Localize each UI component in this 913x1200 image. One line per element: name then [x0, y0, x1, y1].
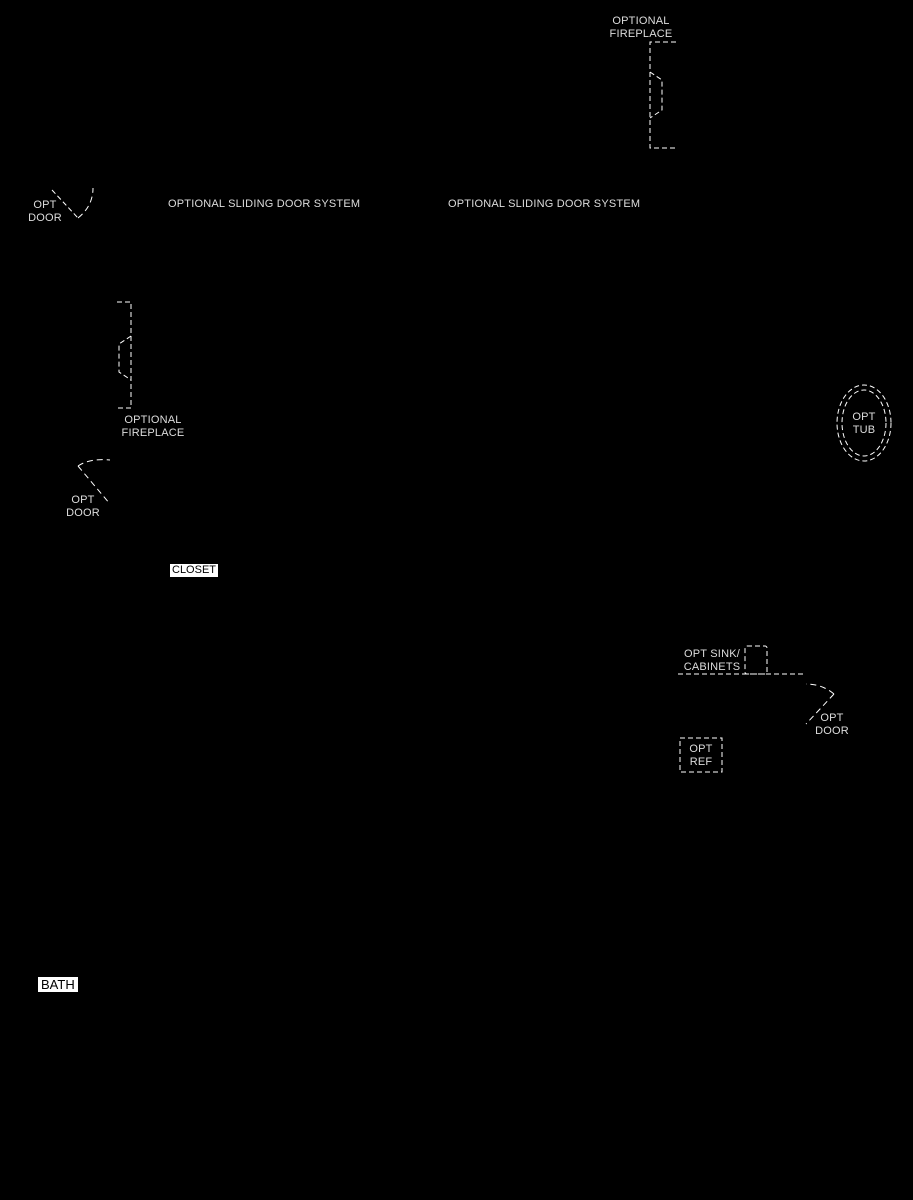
opt-door-label-1: OPT DOOR [28, 199, 62, 224]
ref-label: OPT REF [689, 743, 713, 768]
sliding-door-label-1: OPTIONAL SLIDING DOOR SYSTEM [168, 198, 361, 210]
sink-label: OPT SINK/ CABINETS [683, 648, 741, 673]
door-arc-2 [78, 460, 110, 466]
door-arc-3 [806, 684, 834, 694]
fireplace-outline-top [650, 42, 676, 148]
fireplace-firebox-top [650, 72, 662, 118]
room-label-bath: BATH [38, 977, 78, 992]
sink-basin [745, 646, 767, 674]
sliding-door-label-2: OPTIONAL SLIDING DOOR SYSTEM [448, 198, 641, 210]
fireplace-label-left: OPTIONAL FIREPLACE [121, 414, 185, 439]
tub-label: OPT TUB [852, 411, 876, 436]
opt-door-label-3: OPT DOOR [815, 712, 849, 737]
room-label-closet: CLOSET [172, 564, 217, 576]
fireplace-label-top: OPTIONAL FIREPLACE [609, 15, 673, 40]
opt-door-label-2: OPT DOOR [66, 494, 100, 519]
door-arc-1 [78, 188, 93, 218]
fireplace-firebox-left [119, 336, 131, 380]
